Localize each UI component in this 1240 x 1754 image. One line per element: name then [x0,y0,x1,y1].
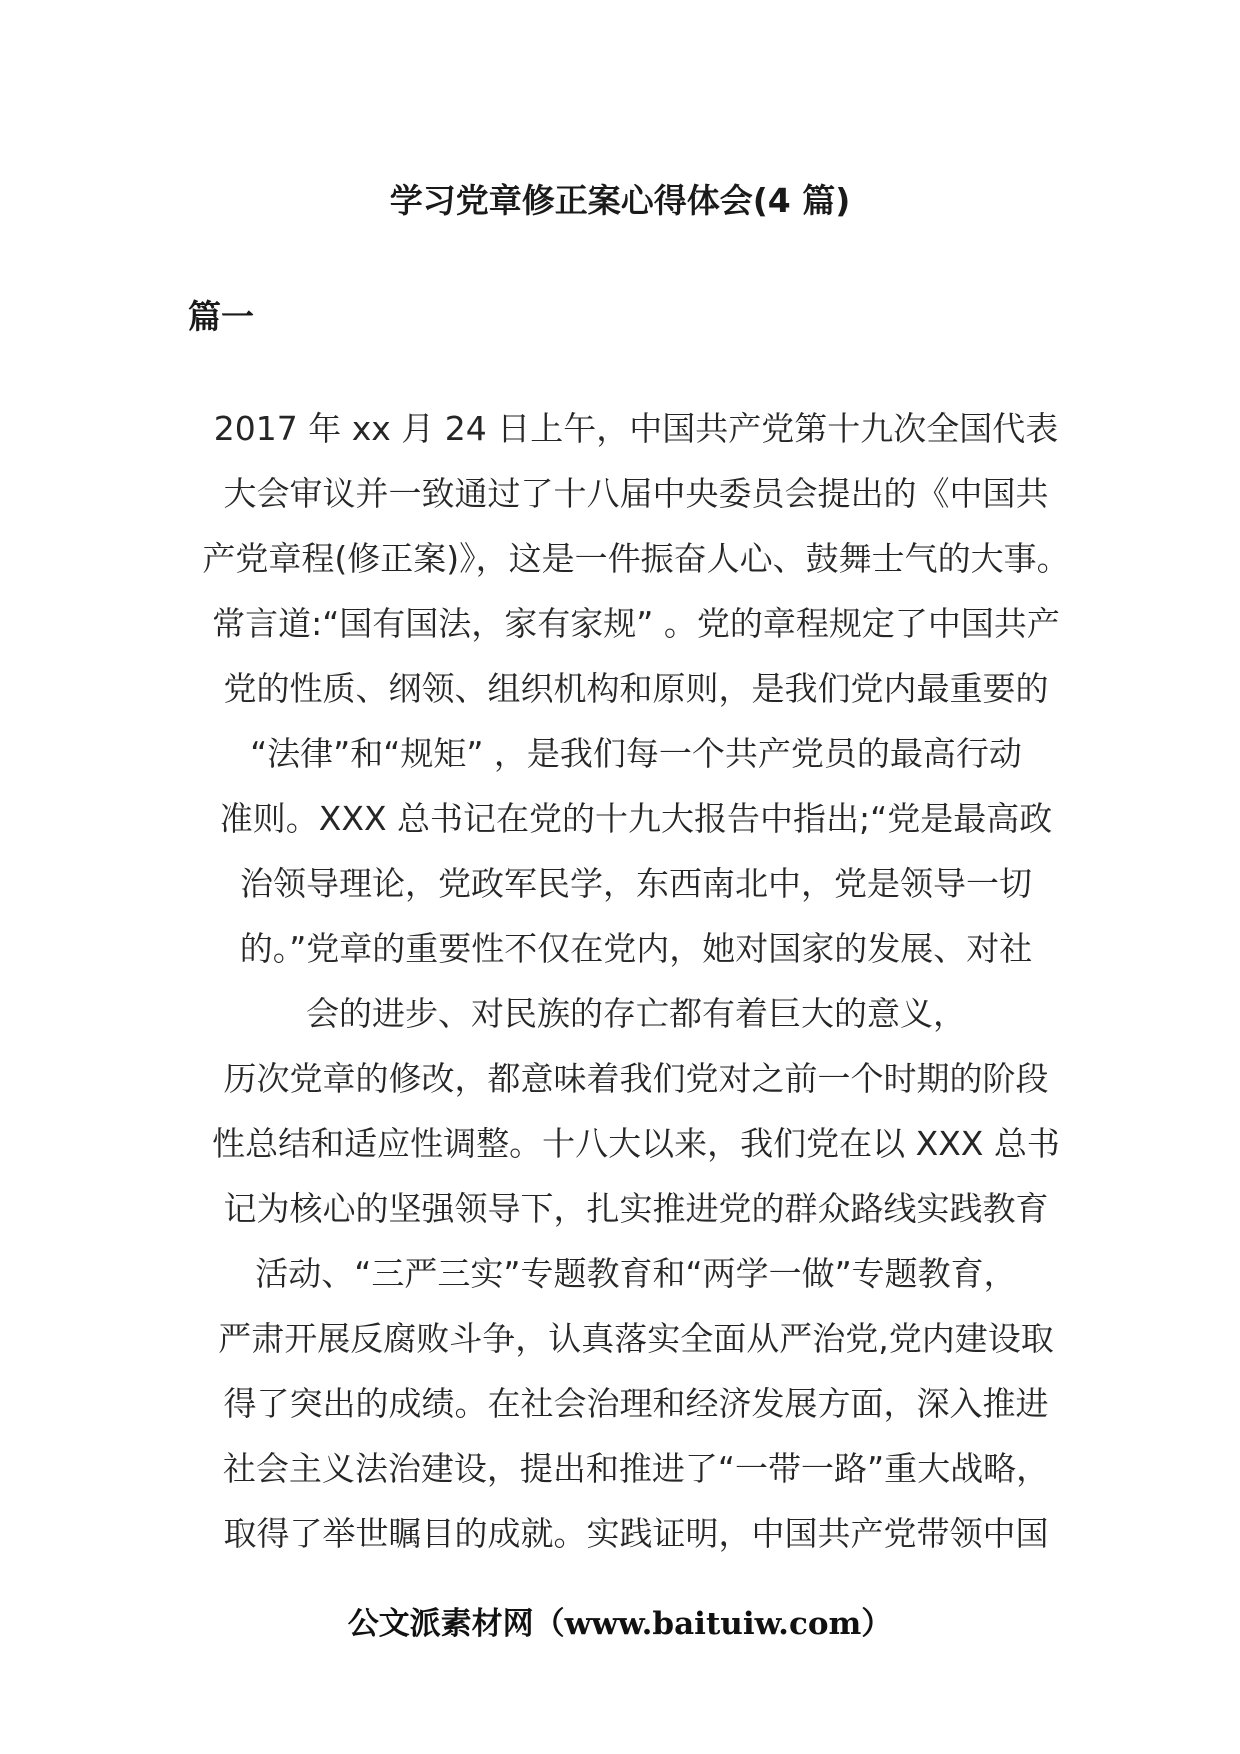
body-line: 历次党章的修改，都意味着我们党对之前一个时期的阶段 [223,1059,1049,1098]
body-line: 取得了举世瞩目的成就。实践证明，中国共产党带领中国 [223,1514,1049,1553]
body-line: 的。”党章的重要性不仅在党内，她对国家的发展、对社 [239,929,1033,968]
body-line: 严肃开展反腐败斗争，认真落实全面从严治党,党内建设取 [218,1319,1054,1358]
body-line: 党的性质、纲领、组织机构和原则，是我们党内最重要的 [223,669,1049,708]
page-footer: 公文派素材网（www.baituiw.com） [347,1606,893,1642]
body-line: 产党章程(修正案)》，这是一件振奋人心、鼓舞士气的大事。 [202,539,1070,578]
body-line: 准则。XXX 总书记在党的十九大报告中指出;“党是最高政 [219,799,1053,838]
body-line: 大会审议并一致通过了十八届中央委员会提出的《中国共 [223,474,1049,513]
section-heading: 篇一 [188,297,254,336]
body-text [186,396,1086,1566]
body-line: 性总结和适应性调整。十八大以来，我们党在以 XXX 总书 [212,1124,1060,1163]
body-line: “法律”和“规矩” ，是我们每一个共产党员的最高行动 [250,734,1022,773]
document-title: 学习党章修正案心得体会(4 篇) [389,181,851,220]
body-line: 会的进步、对民族的存亡都有着巨大的意义， [306,994,966,1033]
body-line: 治领导理论，党政军民学，东西南北中，党是领导一切 [240,864,1032,903]
body-line: 得了突出的成绩。在社会治理和经济发展方面，深入推进 [223,1384,1049,1423]
body-line: 常言道:“国有国法，家有家规” 。党的章程规定了中国共产 [212,604,1060,643]
body-line: 2017 年 xx 月 24 日上午，中国共产党第十九次全国代表 [213,409,1059,448]
body-line: 记为核心的坚强领导下，扎实推进党的群众路线实践教育 [223,1189,1049,1228]
body-line: 社会主义法治建设，提出和推进了“一带一路”重大战略， [222,1449,1050,1488]
body-line: 活动、“三严三实”专题教育和“两学一做”专题教育， [255,1254,1017,1293]
